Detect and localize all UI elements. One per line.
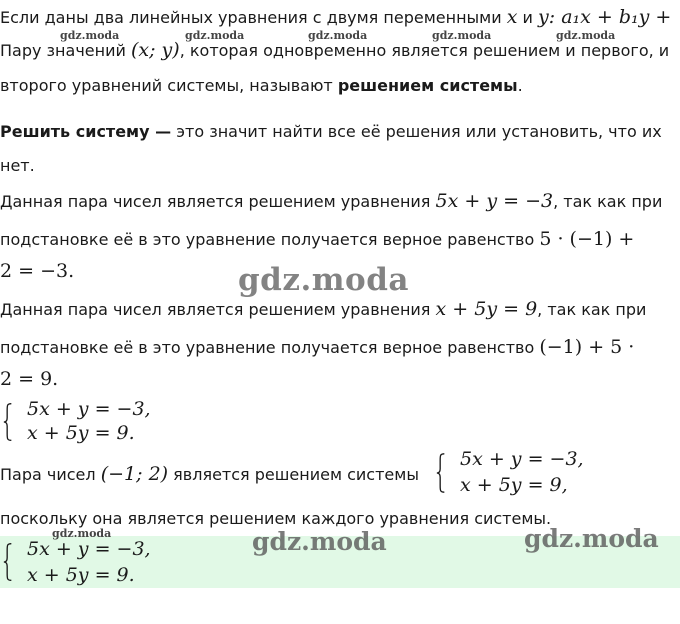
math-equation: 2 = −3.: [0, 260, 75, 282]
paragraph-line: поскольку она является решением каждого уравнения системы.: [0, 509, 552, 528]
math-pair: (−1; 2): [100, 463, 169, 485]
equation-system: [3, 538, 223, 586]
bold-term: решением системы: [337, 76, 518, 95]
watermark: gdz.moda: [52, 527, 112, 540]
bold-term: Решить систему —: [0, 122, 172, 141]
text: является решением системы: [173, 465, 419, 484]
math-equation: 5x + y = −3: [435, 190, 554, 212]
watermark: gdz.moda: [252, 527, 387, 556]
math-equation: : a₁x + b₁y +: [548, 6, 672, 28]
paragraph-line: [0, 6, 671, 28]
brace-icon: [436, 448, 446, 498]
text: подстановке её в это уравнение получается верное равенство: [0, 338, 535, 357]
text: и: [522, 8, 533, 27]
paragraph-line: [0, 463, 419, 485]
math-var: y: [538, 6, 549, 28]
text: , так как при: [553, 192, 663, 211]
text: Если даны два линейных уравнения с двумя переменными: [0, 8, 502, 27]
text: .: [517, 76, 523, 95]
math-pair: (x; y): [130, 39, 180, 61]
text: это значит найти все её решения или установить, что их: [176, 122, 662, 141]
text: Пару значений: [0, 41, 126, 60]
math-equation: x + 5y = 9: [435, 298, 538, 320]
text: второго уравнений системы, называют: [0, 76, 333, 95]
system-equation-2: x + 5y = 9.: [27, 564, 135, 586]
text: , так как при: [537, 300, 647, 319]
paragraph-line: [0, 336, 634, 358]
math-equation: 2 = 9.: [0, 368, 59, 390]
system-equation-1: 5x + y = −3,: [27, 398, 151, 420]
brace-icon: [3, 398, 13, 446]
system-equation-1: 5x + y = −3,: [460, 448, 584, 470]
paragraph-line: [0, 39, 669, 61]
watermark: gdz.moda: [185, 29, 245, 42]
watermark: gdz.moda: [524, 524, 659, 553]
system-equation-1: 5x + y = −3,: [27, 538, 151, 560]
watermark: gdz.moda: [432, 29, 492, 42]
math-var: x: [506, 6, 518, 28]
paragraph-line: [0, 298, 646, 320]
text: подстановке её в это уравнение получается верное равенство: [0, 230, 535, 249]
paragraph-line: [0, 122, 662, 141]
brace-icon: [3, 538, 13, 586]
text: Пара чисел: [0, 465, 96, 484]
watermark: gdz.moda: [60, 29, 120, 42]
equation-system: [436, 448, 636, 498]
system-equation-2: x + 5y = 9,: [460, 474, 568, 496]
equation-system: [3, 398, 203, 446]
paragraph-line: нет.: [0, 156, 35, 175]
system-equation-2: x + 5y = 9.: [27, 422, 135, 444]
paragraph-line: [0, 228, 634, 250]
text: Данная пара чисел является решением уравнения: [0, 300, 431, 319]
math-equation: (−1) + 5 ·: [539, 336, 635, 358]
text: , которая одновременно является решением и первого, и: [179, 41, 670, 60]
watermark: gdz.moda: [238, 262, 409, 298]
text: Данная пара чисел является решением уравнения: [0, 192, 431, 211]
math-equation: 5 · (−1) +: [539, 228, 635, 250]
paragraph-line: [0, 76, 523, 95]
watermark: gdz.moda: [556, 29, 616, 42]
paragraph-line: [0, 190, 662, 212]
watermark: gdz.moda: [308, 29, 368, 42]
